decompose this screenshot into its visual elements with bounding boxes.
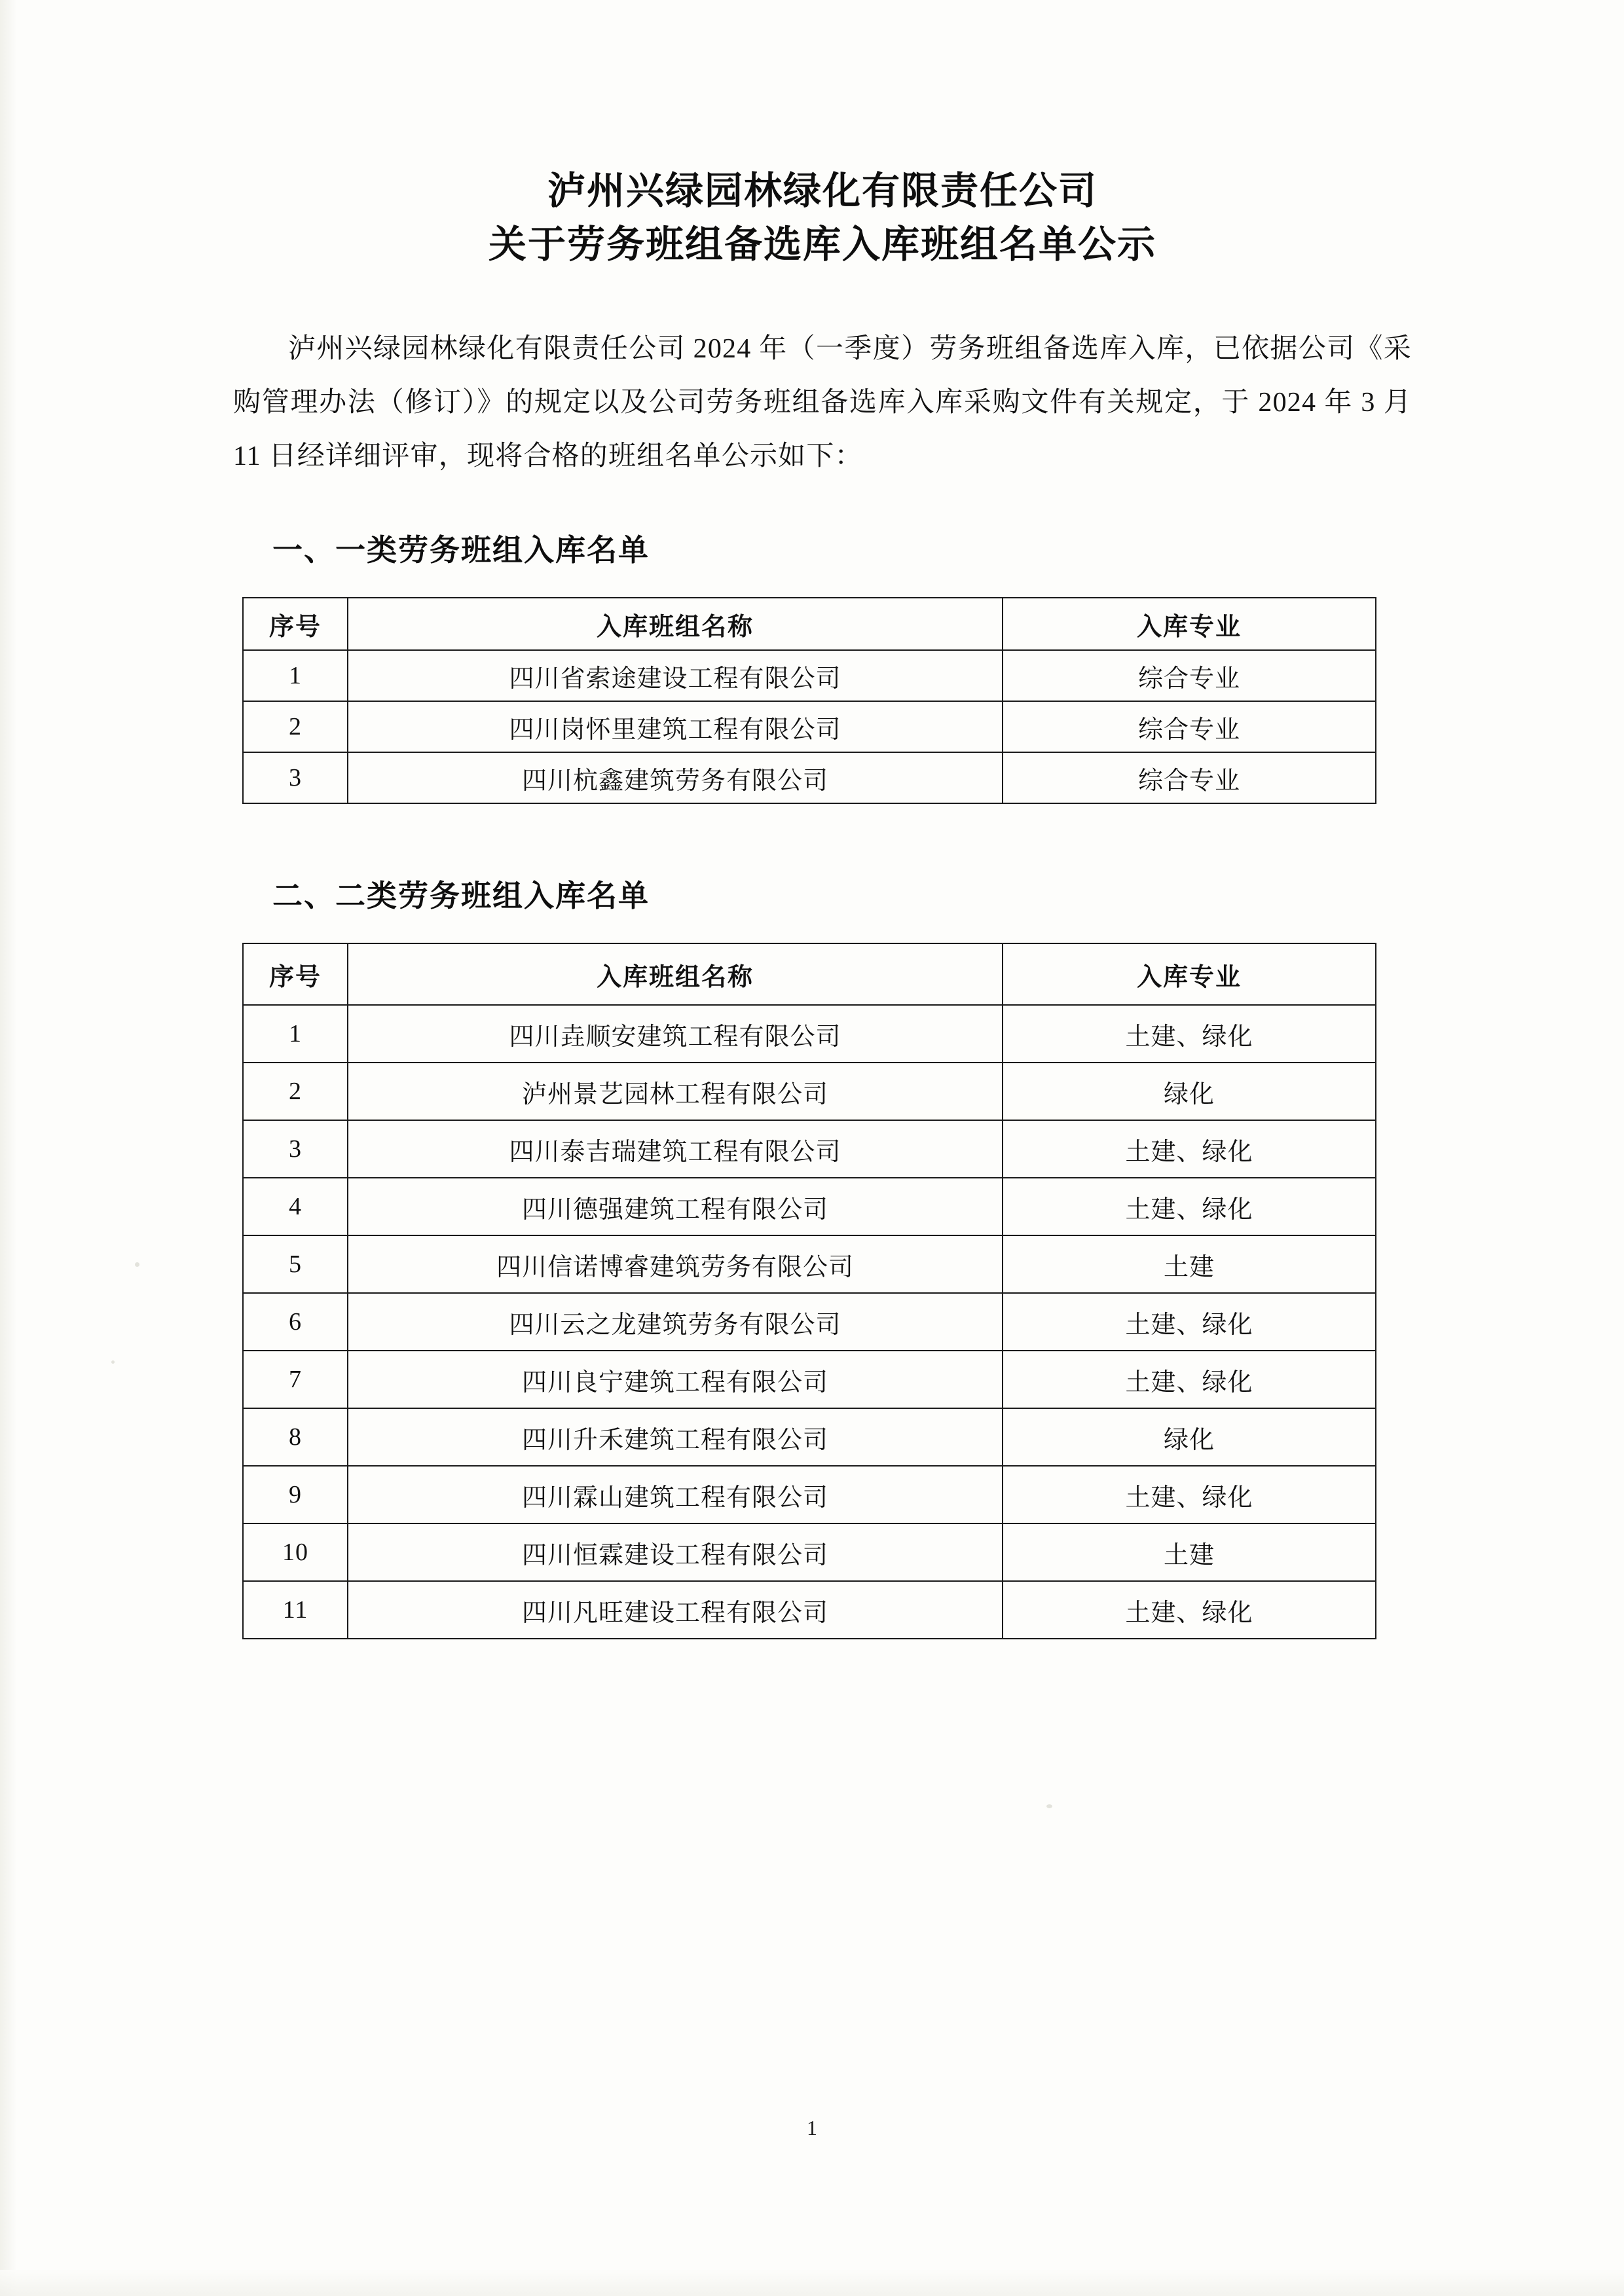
table-row xyxy=(243,1235,1376,1293)
section-heading-2: 二、二类劳务班组入库名单 xyxy=(272,878,650,914)
cell-name: 四川升禾建筑工程有限公司 xyxy=(348,1408,1003,1466)
cell-no: 1 xyxy=(243,650,348,701)
document-content xyxy=(233,164,1412,1639)
title-line-2: 关于劳务班组备选库入库班组名单公示 xyxy=(488,222,1156,267)
cell-no: 9 xyxy=(243,1466,348,1523)
cell-name: 四川信诺博睿建筑劳务有限公司 xyxy=(348,1235,1003,1293)
cell-major: 绿化 xyxy=(1003,1408,1376,1466)
cell-major: 综合专业 xyxy=(1003,650,1376,701)
table-class-two xyxy=(242,943,1376,1639)
column-header-name: 入库班组名称 xyxy=(348,943,1003,1005)
cell-name: 四川泰吉瑞建筑工程有限公司 xyxy=(348,1120,1003,1178)
cell-major: 土建、绿化 xyxy=(1003,1581,1376,1639)
cell-name: 四川垚顺安建筑工程有限公司 xyxy=(348,1005,1003,1063)
column-header-major: 入库专业 xyxy=(1003,598,1376,650)
cell-no: 2 xyxy=(243,701,348,752)
cell-no: 11 xyxy=(243,1581,348,1639)
cell-no: 5 xyxy=(243,1235,348,1293)
scan-speck xyxy=(111,1360,115,1364)
cell-name: 四川云之龙建筑劳务有限公司 xyxy=(348,1293,1003,1351)
cell-no: 10 xyxy=(243,1523,348,1581)
cell-no: 1 xyxy=(243,1005,348,1063)
table-row xyxy=(243,1120,1376,1178)
cell-major: 绿化 xyxy=(1003,1063,1376,1120)
cell-no: 3 xyxy=(243,752,348,803)
cell-major: 土建、绿化 xyxy=(1003,1351,1376,1408)
title-line-1: 泸州兴绿园林绿化有限责任公司 xyxy=(547,168,1098,213)
scan-edge-bottom xyxy=(0,2270,1624,2296)
cell-major: 土建、绿化 xyxy=(1003,1005,1376,1063)
cell-name: 四川省索途建设工程有限公司 xyxy=(348,650,1003,701)
cell-no: 7 xyxy=(243,1351,348,1408)
scan-edge-left xyxy=(0,0,17,2296)
cell-major: 土建、绿化 xyxy=(1003,1466,1376,1523)
table-class-one xyxy=(242,597,1376,804)
table-row xyxy=(243,752,1376,803)
cell-major: 土建、绿化 xyxy=(1003,1120,1376,1178)
cell-no: 4 xyxy=(243,1178,348,1235)
table-row xyxy=(243,1408,1376,1466)
scan-speck xyxy=(1046,1804,1052,1808)
cell-name: 四川岗怀里建筑工程有限公司 xyxy=(348,701,1003,752)
cell-no: 2 xyxy=(243,1063,348,1120)
cell-major: 土建 xyxy=(1003,1235,1376,1293)
cell-no: 6 xyxy=(243,1293,348,1351)
cell-name: 四川霖山建筑工程有限公司 xyxy=(348,1466,1003,1523)
cell-major: 土建、绿化 xyxy=(1003,1178,1376,1235)
section-heading-1: 一、一类劳务班组入库名单 xyxy=(272,532,650,568)
cell-name: 四川凡旺建设工程有限公司 xyxy=(348,1581,1003,1639)
page-number: 1 xyxy=(807,2116,817,2140)
table-header-row xyxy=(243,598,1376,650)
table-row xyxy=(243,701,1376,752)
table-row xyxy=(243,1005,1376,1063)
table-header-row xyxy=(243,943,1376,1005)
cell-no: 3 xyxy=(243,1120,348,1178)
table-row xyxy=(243,1293,1376,1351)
cell-major: 土建 xyxy=(1003,1523,1376,1581)
table-row xyxy=(243,650,1376,701)
column-header-no: 序号 xyxy=(243,943,348,1005)
table-row xyxy=(243,1523,1376,1581)
scan-speck xyxy=(135,1262,139,1267)
cell-name: 四川恒霖建设工程有限公司 xyxy=(348,1523,1003,1581)
table-row xyxy=(243,1351,1376,1408)
table-row xyxy=(243,1466,1376,1523)
column-header-name: 入库班组名称 xyxy=(348,598,1003,650)
page-title xyxy=(233,164,1412,272)
cell-major: 土建、绿化 xyxy=(1003,1293,1376,1351)
intro-paragraph: 泸州兴绿园林绿化有限责任公司 2024 年（一季度）劳务班组备选库入库，已依据公司《采购管理办法（修订）》的规定以及公司劳务班组备选库入库采购文件有关规定，于 2024 年 3 月 11 日经详细评审，现将合格的班组名单公示如下： xyxy=(233,333,1412,471)
table-row xyxy=(243,1581,1376,1639)
cell-name: 四川良宁建筑工程有限公司 xyxy=(348,1351,1003,1408)
cell-name: 四川德强建筑工程有限公司 xyxy=(348,1178,1003,1235)
column-header-no: 序号 xyxy=(243,598,348,650)
column-header-major: 入库专业 xyxy=(1003,943,1376,1005)
cell-name: 四川杭鑫建筑劳务有限公司 xyxy=(348,752,1003,803)
cell-name: 泸州景艺园林工程有限公司 xyxy=(348,1063,1003,1120)
table-row xyxy=(243,1178,1376,1235)
cell-no: 8 xyxy=(243,1408,348,1466)
table-row xyxy=(243,1063,1376,1120)
cell-major: 综合专业 xyxy=(1003,752,1376,803)
cell-major: 综合专业 xyxy=(1003,701,1376,752)
